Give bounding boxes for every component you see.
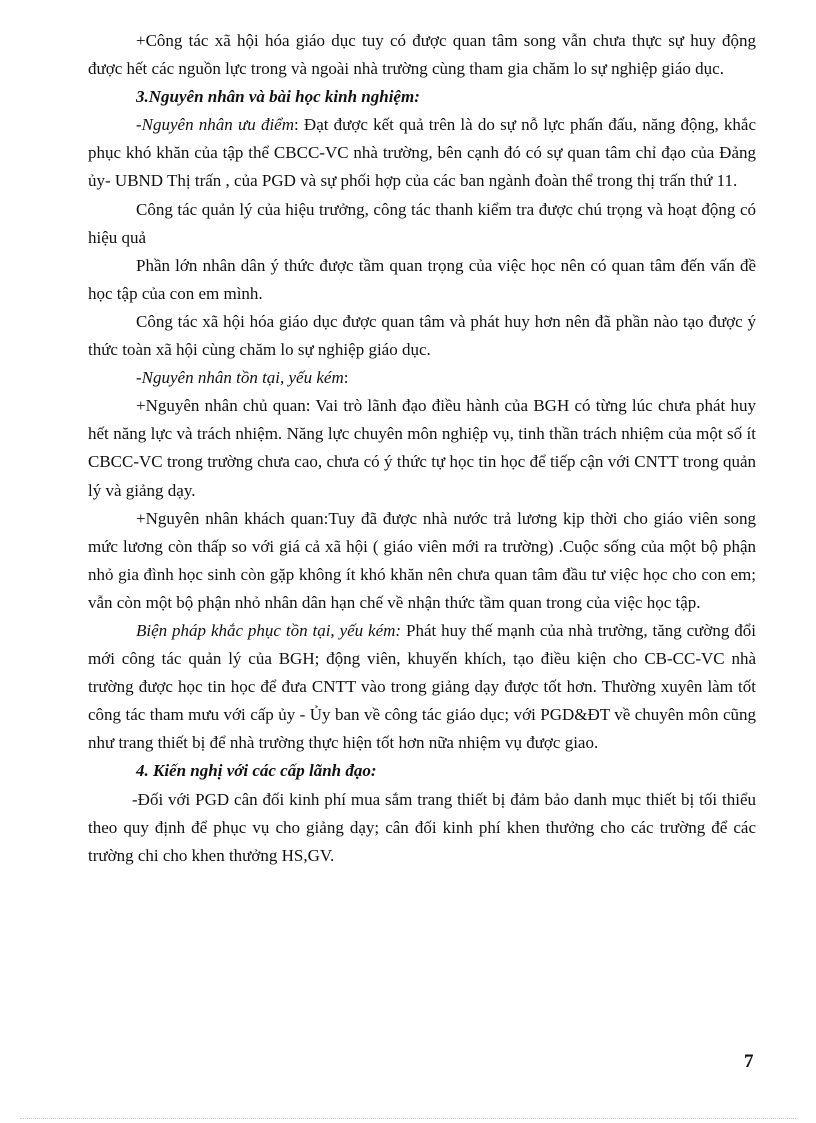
paragraph-public-awareness: Phần lớn nhân dân ý thức được tầm quan trọng của việc học nên có quan tâm đến vấn đề học tập của con em mình. — [88, 255, 756, 303]
page-number: 7 — [744, 1051, 754, 1072]
remedies-label: Biện pháp khắc phục tồn tại, yếu kém: — [136, 620, 402, 640]
strength-causes-label: -Nguyên nhân ưu điểm — [136, 115, 294, 135]
page-content — [88, 27, 756, 870]
paragraph-principal-management: Công tác quản lý của hiệu trưởng, công tác thanh kiểm tra được chú trọng và hoạt động có hiệu quả — [88, 199, 756, 247]
remedies-text: Phát huy thế mạnh của nhà trường, tăng cường đổi mới công tác quản lý của BGH; động viên, khuyến khích, tạo điều kiện cho CB-CC-VC nhà trường được học tin học để đưa CNTT vào trong giảng dạy được tốt hơn. Thường xuyên làm tốt công tác tham mưu với cấp ủy - Ủy ban về công tác giáo dục; với PGD&ĐT về chuyên môn cũng như trang thiết bị để nhà trường thực hiện tốt hơn nữa nhiệm vụ được giao. — [88, 620, 757, 753]
paragraph-subjective-causes: +Nguyên nhân chủ quan: Vai trò lãnh đạo điều hành của BGH có từng lúc chưa phát huy hết năng lực và trách nhiệm. Năng lực chuyên môn nghiệp vụ, tinh thần trách nhiệm của một số ít CBCC-VC trong trường chưa cao, chưa có ý thức tự học tin học để tiếp cận với CNTT trong quản lý và giảng dạy. — [88, 396, 756, 500]
paragraph-social-education: +Công tác xã hội hóa giáo dục tuy có được quan tâm song vẫn chưa thực sự huy động được hết các nguồn lực trong và ngoài nhà trường cùng tham gia chăm lo sự nghiệp giáo dục. — [88, 31, 756, 79]
paragraph-socialization: Công tác xã hội hóa giáo dục được quan tâm và phát huy hơn nên đã phần nào tạo được ý thức toàn xã hội cùng chăm lo sự nghiệp giáo dục. — [88, 311, 756, 360]
paragraph-pgd-recommendation: -Đối với PGD cân đối kinh phí mua sắm trang thiết bị đảm bảo danh mục thiết bị tối thiểu theo quy định để phục vụ cho giảng dạy; cân đối kinh phí khen thưởng cho các trường để các trường chi cho khen thưởng HS,GV. — [88, 789, 756, 865]
weakness-causes-label: -Nguyên nhân tồn tại, yếu kém — [136, 368, 344, 388]
strength-causes-text: : Đạt được kết quả trên là do sự nỗ lực phấn đấu, năng động, khắc phục khó khăn của tập thể CBCC-VC nhà trường, bên cạnh đó có sự quan tâm chỉ đạo của Đảng ủy- UBND Thị trấn , của PGD và sự phối hợp của các ban ngành đoàn thể trong thị trấn thứ 11. — [88, 115, 756, 191]
weakness-causes-text: : — [343, 368, 349, 388]
page-bottom-divider — [20, 1118, 796, 1119]
paragraph-objective-causes: +Nguyên nhân khách quan:Tuy đã được nhà nước trả lương kịp thời cho giáo viên song mức lương còn thấp so với giá cả xã hội ( giáo viên mới ra trường) .Cuộc sống của một bộ phận nhỏ gia đình học sinh còn gặp không ít khó khăn nên chưa quan tâm đầu tư việc học cho con em; vẫn còn một bộ phận nhỏ nhân dân hạn chế về nhận thức tầm quan trong của việc học tập. — [88, 508, 756, 612]
paragraph-weakness-causes — [88, 364, 756, 392]
heading-causes-lessons: 3.Nguyên nhân và bài học kinh nghiệm: — [136, 87, 420, 107]
paragraph-remedies — [88, 617, 756, 757]
heading-recommendations: 4. Kiến nghị với các cấp lãnh đạo: — [136, 761, 377, 781]
paragraph-strength-causes — [88, 111, 756, 195]
